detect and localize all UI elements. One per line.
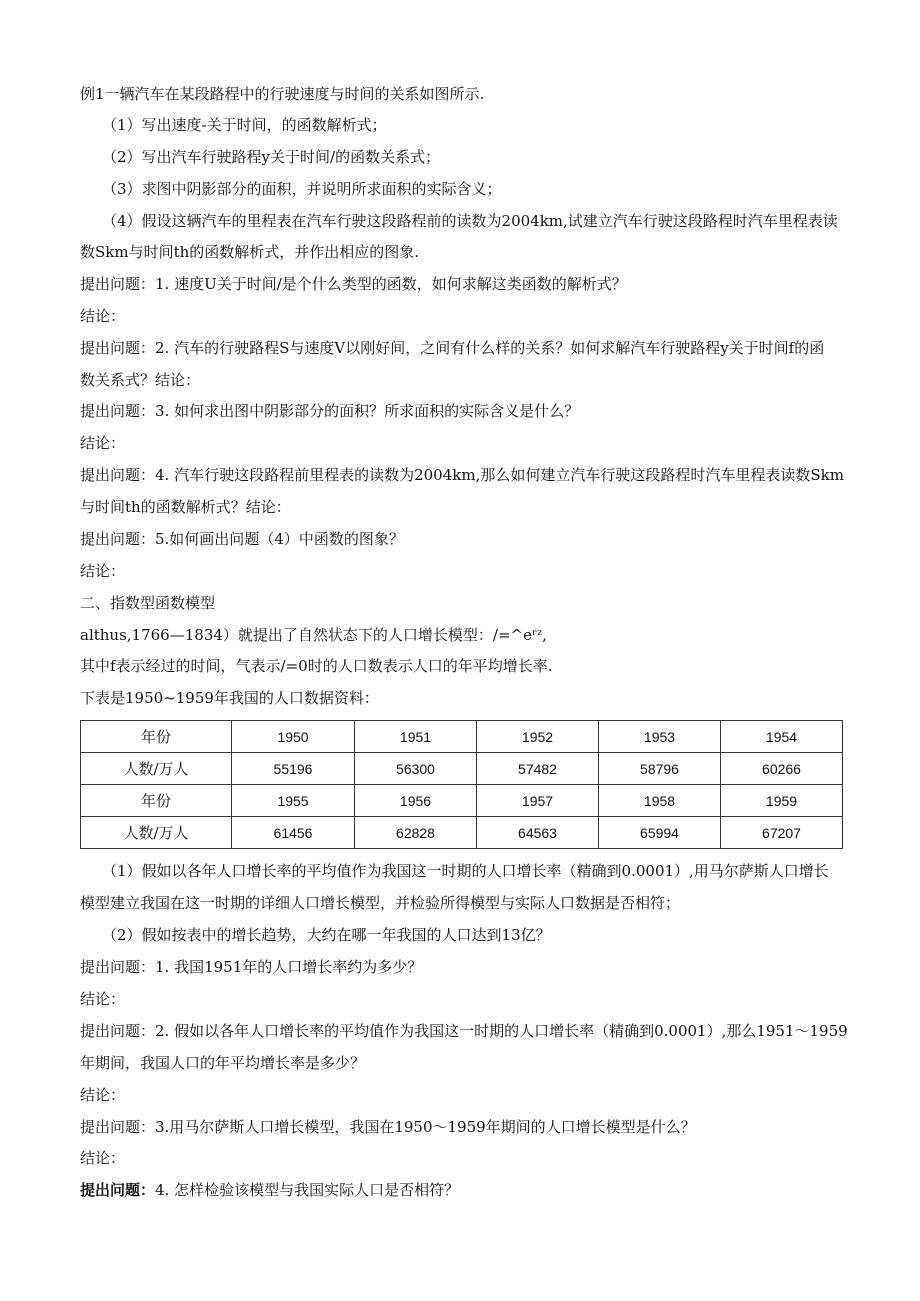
table-cell: 1955	[232, 785, 355, 817]
prompt-question-3: 提出问题：3. 如何求出图中阴影部分的面积？所求面积的实际含义是什么？	[80, 402, 580, 420]
table-cell: 1956	[355, 785, 477, 817]
conclusion-3: 结论：	[80, 434, 126, 452]
section-heading: 二、指数型函数模型	[80, 594, 216, 612]
table-row	[81, 817, 843, 849]
table-cell: 65994	[599, 817, 721, 849]
table-cell: 57482	[477, 753, 599, 785]
example-question-4-line-1: （4）假设这辆汽车的里程表在汽车行驶这段路程前的读数为2004km,试建立汽车行驶这段路程时汽车里程表读	[102, 212, 838, 230]
table-cell: 67207	[721, 817, 843, 849]
table-row	[81, 785, 843, 817]
table-cell: 人数/万人	[81, 817, 232, 849]
conclusion-1: 结论：	[80, 307, 126, 325]
table-row	[81, 721, 843, 753]
prompt-question-4b-text: 4. 怎样检验该模型与我国实际人口是否相符？	[155, 1181, 460, 1199]
conclusion-3b: 结论：	[80, 1149, 126, 1167]
prompt-question-2b-line-1: 提出问题：2. 假如以各年人口增长率的平均值作为我国这一时期的人口增长率（精确到0.0001）,那么1951～1959	[80, 1022, 848, 1040]
prompt-question-2b-line-2: 年期间，我国人口的年平均增长率是多少？	[80, 1054, 366, 1072]
table-cell: 58796	[599, 753, 721, 785]
table-cell: 64563	[477, 817, 599, 849]
prompt-question-4-line-2: 与时间th的函数解析式？结论：	[80, 498, 291, 516]
table-cell: 1950	[232, 721, 355, 753]
table-cell: 1958	[599, 785, 721, 817]
task-1-line-1: （1）假如以各年人口增长率的平均值作为我国这一时期的人口增长率（精确到0.0001）,用马尔萨斯人口增长	[102, 862, 829, 880]
conclusion-1b: 结论：	[80, 990, 126, 1008]
conclusion-2b: 结论：	[80, 1086, 126, 1104]
table-cell: 1959	[721, 785, 843, 817]
prompt-question-3b: 提出问题：3.用马尔萨斯人口增长模型，我国在1950～1959年期间的人口增长模型是什么？	[80, 1118, 696, 1136]
table-cell: 55196	[232, 753, 355, 785]
table-cell: 1953	[599, 721, 721, 753]
table-cell: 1952	[477, 721, 599, 753]
table-cell: 年份	[81, 721, 232, 753]
population-table	[80, 720, 843, 849]
model-explanation: 其中f表示经过的时间，气表示/=0时的人口数表示人口的年平均增长率.	[80, 657, 553, 675]
table-cell: 人数/万人	[81, 753, 232, 785]
prompt-question-4b	[80, 1180, 845, 1200]
table-cell: 61456	[232, 817, 355, 849]
prompt-question-2-line-1: 提出问题：2. 汽车的行驶路程S与速度V以刚好间，之间有什么样的关系？如何求解汽车行驶路程y关于时间f的函	[80, 339, 825, 357]
prompt-question-5: 提出问题：5.如何画出问题（4）中函数的图象？	[80, 530, 404, 548]
table-cell: 1951	[355, 721, 477, 753]
prompt-question-1: 提出问题：1. 速度U关于时间/是个什么类型的函数，如何求解这类函数的解析式？	[80, 275, 627, 293]
prompt-label-bold: 提出问题：	[80, 1181, 156, 1199]
table-row	[81, 753, 843, 785]
prompt-question-1b: 提出问题：1. 我国1951年的人口增长率约为多少？	[80, 958, 423, 976]
prompt-question-4-line-1: 提出问题：4. 汽车行驶这段路程前里程表的读数为2004km,那么如何建立汽车行驶这段路程时汽车里程表读数Skm	[80, 466, 844, 484]
example-question-4-line-2: 数Skm与时间th的函数解析式，并作出相应的图象.	[80, 243, 420, 261]
example-question-2: （2）写出汽车行驶路程y关于时间/的函数关系式；	[102, 148, 441, 166]
example-question-3: （3）求图中阴影部分的面积，并说明所求面积的实际含义；	[102, 180, 502, 198]
example-question-1: （1）写出速度-关于时间，的函数解析式；	[102, 116, 387, 134]
table-cell: 1954	[721, 721, 843, 753]
table-intro: 下表是1950~1959年我国的人口数据资料：	[80, 689, 379, 707]
conclusion-5: 结论：	[80, 562, 126, 580]
task-2: （2）假如按表中的增长趋势，大约在哪一年我国的人口达到13亿？	[102, 926, 551, 944]
task-1-line-2: 模型建立我国在这一时期的详细人口增长模型，并检验所得模型与实际人口数据是否相符；	[80, 894, 681, 912]
table-cell: 1957	[477, 785, 599, 817]
malthus-model-line: althus,1766—1834）就提出了自然状态下的人口增长模型：/=^eʳᶻ,	[80, 626, 547, 644]
table-cell: 年份	[81, 785, 232, 817]
example-intro: 例1一辆汽车在某段路程中的行驶速度与时间的关系如图所示.	[80, 85, 485, 103]
table-cell: 56300	[355, 753, 477, 785]
prompt-question-2-line-2: 数关系式？结论：	[80, 371, 201, 389]
table-cell: 62828	[355, 817, 477, 849]
table-cell: 60266	[721, 753, 843, 785]
